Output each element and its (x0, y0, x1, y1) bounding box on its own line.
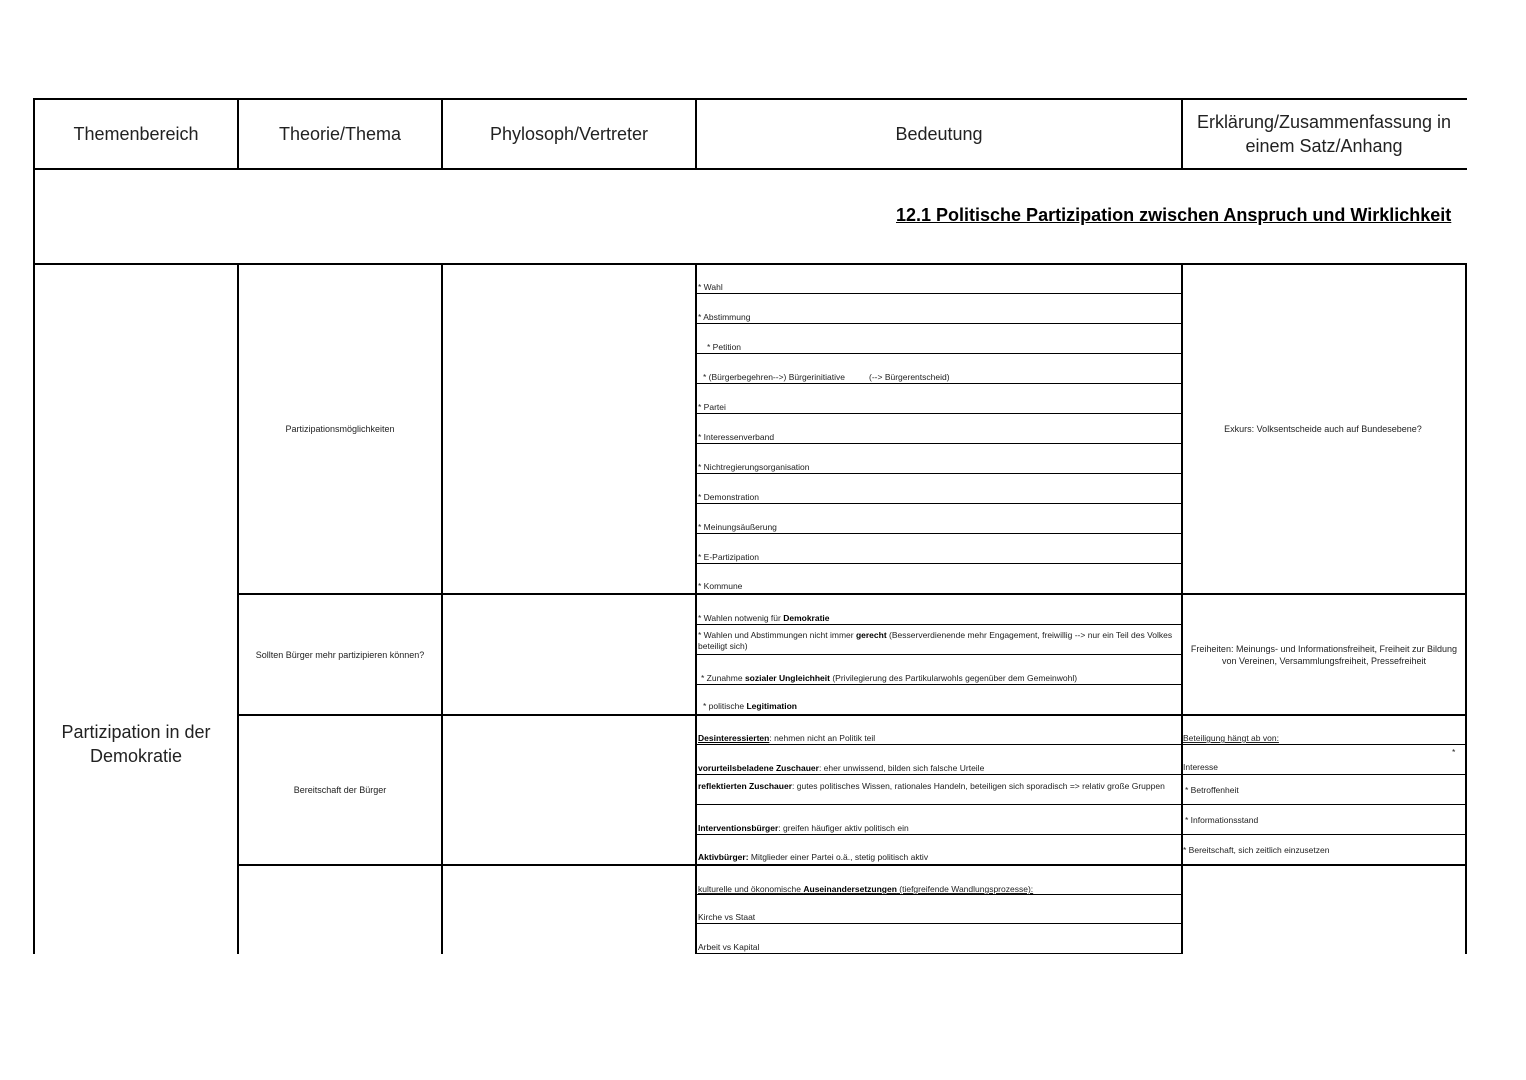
header-erklaerung: Erklärung/Zusammenfassung in einem Satz/Anhang (1196, 112, 1452, 156)
header-theorie-thema: Theorie/Thema (278, 124, 402, 144)
list-item-text: : eher unwissend, bilden sich falsche Urteile (818, 763, 985, 773)
list-item: * Interessenverband (698, 432, 775, 442)
list-item: * Partei (698, 402, 726, 412)
list-item-text: (Besserverdienende mehr Engagement, freiwillig --> nur ein Teil des Volkes beteiligt sich) (698, 630, 1173, 651)
list-item-bold: Interventionsbürger (698, 823, 779, 833)
list-item-bold: vorurteilsbeladene Zuschauer (698, 763, 819, 773)
list-item-buergerentscheid: (--> Bürgerentscheid) (869, 372, 950, 382)
note-star: * (1452, 747, 1456, 757)
list-item-text: * Wahlen notwenig für (698, 613, 784, 623)
list-item-bold: reflektierten Zuschauer (698, 781, 793, 791)
list-item-text: kulturelle und ökonomische (698, 884, 804, 894)
note-item: * Informationsstand (1185, 815, 1259, 825)
list-item: Kirche vs Staat (698, 912, 756, 922)
theme-mehr-partizipieren: Sollten Bürger mehr partizipieren können? (255, 649, 425, 660)
note-beteiligung-heading: Beteiligung hängt ab von: (1183, 733, 1279, 743)
note-item: * Bereitschaft, sich zeitlich einzusetzen (1183, 845, 1330, 855)
note-item: Interesse (1183, 762, 1218, 772)
note-freiheiten: Freiheiten: Meinungs- und Informationsfreiheit, Freiheit zur Bildung von Vereinen, Versammlungsfreiheit, Pressefreiheit (1190, 643, 1458, 666)
list-item: * Meinungsäußerung (698, 522, 777, 532)
list-item-text: (Privilegierung des Partikularwohls gegenüber dem Gemeinwohl) (829, 673, 1078, 683)
list-item-buergerinitiative: * (Bürgerbegehren-->) Bürgerinitiative (703, 372, 845, 382)
list-item-bold: gerecht (855, 630, 887, 640)
list-item (698, 852, 928, 863)
list-item: * Nichtregierungsorganisation (698, 462, 810, 472)
list-item (698, 733, 875, 744)
list-item-text: : nehmen nicht an Politik teil (769, 733, 876, 743)
list-item-text: (tiefgreifende Wandlungsprozesse): (896, 884, 1034, 894)
list-item-bold: Legitimation (746, 701, 797, 711)
theme-partizipationsmoeglichkeiten: Partizipationsmöglichkeiten (285, 424, 395, 434)
list-item-bold: sozialer Ungleichheit (744, 673, 830, 683)
list-item (698, 884, 1033, 895)
header-bedeutung: Bedeutung (895, 124, 983, 144)
list-item-text: : greifen häufiger aktiv politisch ein (778, 823, 909, 833)
list-item-text: : gutes politisches Wissen, rationales Handeln, beteiligen sich sporadisch => relativ große Gruppen (792, 781, 1165, 791)
list-item-text: Mitglieder einer Partei o.ä., stetig politisch aktiv (748, 852, 929, 862)
list-item (703, 701, 797, 712)
list-item (698, 781, 1168, 792)
note-item: * Betroffenheit (1185, 785, 1239, 795)
list-item-text: * politische (703, 701, 747, 711)
list-item-text: * Wahlen und Abstimmungen nicht immer (698, 630, 856, 640)
list-item: * Petition (707, 342, 742, 352)
list-item: * Abstimmung (698, 312, 751, 322)
themenbereich-cell: Partizipation in der Demokratie (61, 722, 211, 766)
list-item: Arbeit vs Kapital (698, 942, 760, 952)
list-item (698, 613, 830, 624)
note-volksentscheide: Exkurs: Volksentscheide auch auf Bundesebene? (1224, 424, 1422, 434)
header-philosoph-vertreter: Phylosoph/Vertreter (489, 124, 649, 144)
list-item: * Kommune (698, 581, 743, 591)
list-item (698, 630, 1178, 652)
theme-bereitschaft: Bereitschaft der Bürger (293, 785, 387, 795)
list-item-bold: Auseinandersetzungen (803, 884, 897, 894)
list-item (698, 823, 909, 834)
list-item: * E-Partizipation (698, 552, 759, 562)
list-item-bold: Desinteressierten (698, 733, 770, 743)
header-themenbereich: Themenbereich (73, 124, 199, 144)
list-item-bold: Demokratie (783, 613, 830, 623)
list-item (701, 673, 1077, 684)
list-item: * Demonstration (698, 492, 759, 502)
list-item (698, 763, 984, 774)
list-item-bold: Aktivbürger: (698, 852, 749, 862)
section-title: 12.1 Politische Partizipation zwischen Anspruch und Wirklichkeit (896, 205, 1452, 225)
list-item: * Wahl (698, 282, 723, 292)
list-item-text: * Zunahme (701, 673, 745, 683)
